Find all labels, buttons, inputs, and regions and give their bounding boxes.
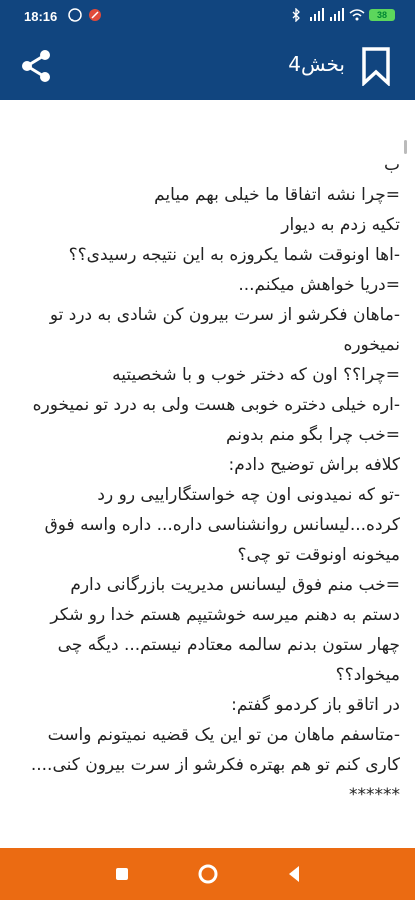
text-line: =خب چرا بگو منم بدونم	[225, 425, 400, 445]
bookmark-icon[interactable]	[361, 46, 391, 86]
text-line: -متاسفم ماهان من تو این یک قضیه نمیتونم واست	[47, 725, 400, 745]
text-line: تکیه زدم به دیوار	[281, 215, 400, 235]
signal-icon	[309, 8, 323, 22]
text-line: میخواد؟؟	[335, 665, 400, 685]
text-line: ******	[349, 785, 400, 805]
notification-off-icon	[88, 8, 102, 22]
text-line: نمیخوره	[343, 335, 400, 355]
text-line: =دریا خواهش میکنم...	[238, 275, 400, 295]
status-time: 18:16	[24, 9, 58, 24]
text-line: کلافه براش توضیح دادم:	[228, 455, 400, 475]
recent-apps-icon[interactable]	[110, 862, 134, 886]
home-icon[interactable]	[196, 862, 220, 886]
text-line: =چرا؟؟ اون که دختر خوب و با شخصیتیه	[112, 365, 400, 385]
text-line: -اره خیلی دختره خوبی هست ولی به درد تو نمیخوره	[32, 395, 400, 415]
battery-icon: 38	[369, 9, 395, 21]
page-title: بخش4	[288, 52, 345, 76]
bluetooth-icon	[289, 8, 303, 22]
whatsapp-icon	[68, 8, 82, 22]
text-line: کاری کنم تو هم بهتره فکرشو از سرت بیرون کنی....	[30, 755, 400, 775]
signal-icon-2	[329, 8, 343, 22]
back-icon[interactable]	[282, 862, 306, 886]
story-text	[14, 150, 400, 805]
text-line: در اتاقو باز کردمو گفتم:	[231, 695, 400, 715]
text-line: -تو که نمیدونی اون چه خواستگاراییی رو رد	[97, 485, 400, 505]
text-line: میخونه اونوقت تو چی؟	[237, 545, 400, 565]
scrollbar[interactable]	[404, 140, 407, 154]
text-line: -ماهان فکرشو از سرت بیرون کن شادی به درد تو	[49, 305, 400, 325]
navigation-bar	[0, 848, 415, 900]
status-bar	[0, 0, 415, 32]
text-line: کرده...لیسانس روانشناسی داره... داره واسه فوق	[44, 515, 400, 535]
text-line: دستم به دهنم میرسه خوشتیپم هستم خدا رو شکر	[50, 605, 400, 625]
text-line: =چرا نشه اتفاقا ما خیلی بهم میایم	[154, 185, 400, 205]
text-line: =خب منم فوق لیسانس مدیریت بازرگانی دارم	[70, 575, 400, 595]
share-icon[interactable]	[18, 48, 54, 84]
text-line: -اها اونوقت شما یکروزه به این نتیجه رسیدی؟؟	[68, 245, 400, 265]
wifi-icon	[349, 8, 363, 22]
app-bar	[0, 32, 415, 100]
text-line: ب	[383, 155, 400, 175]
text-line: چهار ستون بدنم سالمه معتادم نیستم... دیگه چی	[57, 635, 400, 655]
